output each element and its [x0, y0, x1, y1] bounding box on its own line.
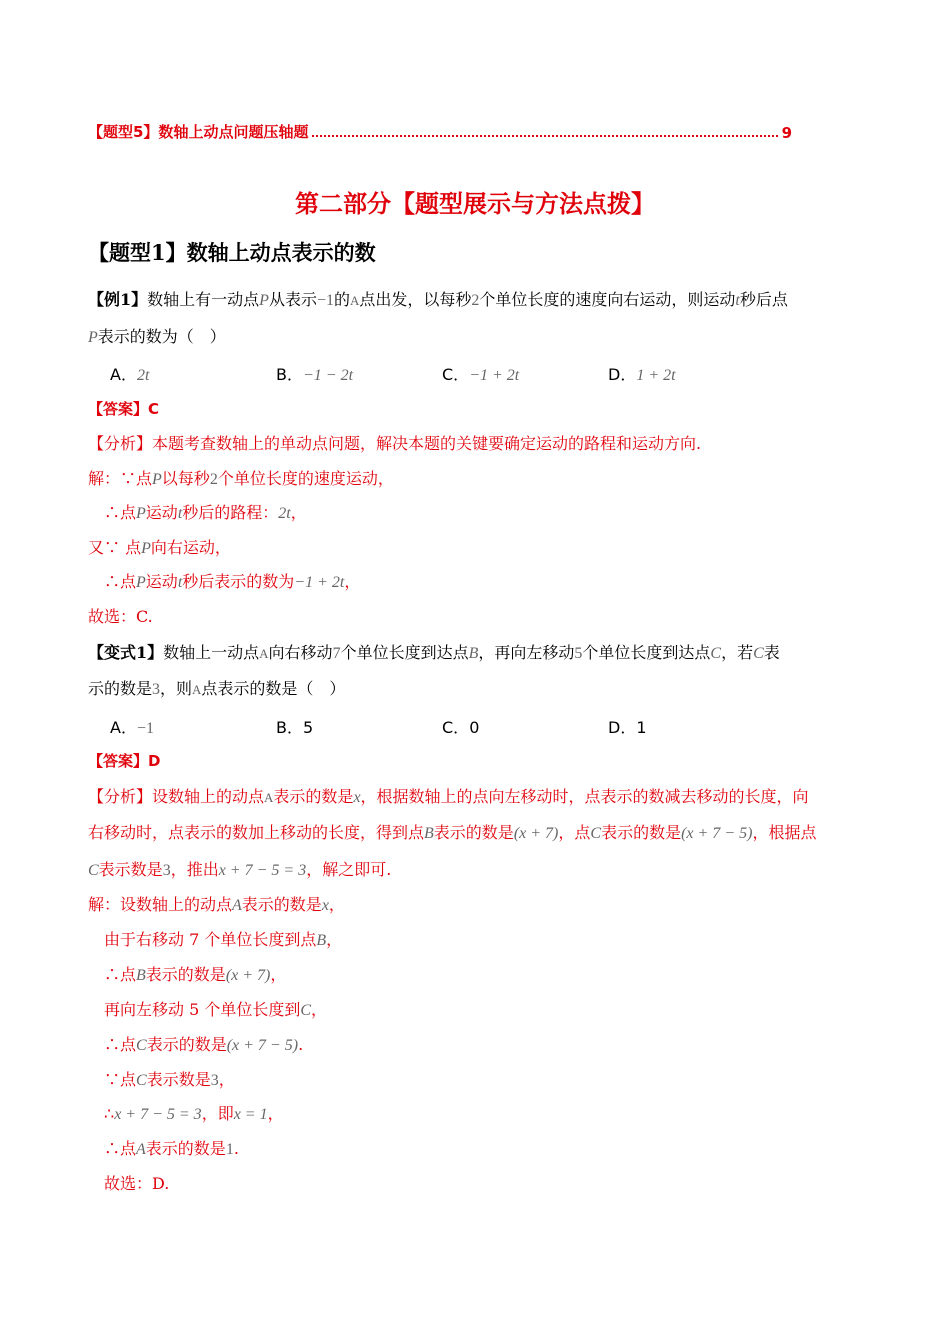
- variant-tag: 【变式1】: [88, 643, 164, 662]
- section-title: 【题型1】数轴上动点表示的数: [88, 240, 376, 265]
- variant1-analysis-line3: C表示数是3，推出x + 7 − 5 = 3，解之即可.: [88, 860, 392, 879]
- variant1-solution-line8: ∴点A表示的数是1.: [104, 1139, 239, 1158]
- option-a[interactable]: A．2t: [110, 365, 150, 384]
- example1-analysis: 【分析】本题考查数轴上的单动点问题，解决本题的关键要确定运动的路程和运动方向.: [88, 434, 702, 453]
- variant1-question-line1: 【变式1】数轴上一动点A向右移动7个单位长度到达点B，再向左移动5个单位长度到达点C，若C表: [88, 643, 780, 662]
- example1-options: [110, 362, 774, 385]
- variant1-analysis-line1: 【分析】设数轴上的动点A表示的数是x，根据数轴上的点向左移动时，点表示的数减去移动的长度，向: [88, 787, 809, 806]
- variant1-analysis-line2: 右移动时，点表示的数加上移动的长度，得到点B表示的数是(x + 7)，点C表示的数是(x + 7 − 5)，根据点: [88, 823, 817, 842]
- example1-question-line1: 【例1】数轴上有一动点P从表示−1的A点出发，以每秒2个单位长度的速度向右运动，则运动t秒后点: [88, 290, 788, 309]
- option-b[interactable]: B．5: [276, 718, 314, 737]
- option-c[interactable]: C．0: [442, 718, 480, 737]
- variant1-solution-line1: 解：设数轴上的动点A表示的数是x，: [88, 895, 345, 914]
- toc-leader-dots: [312, 135, 777, 137]
- option-c[interactable]: C．−1 + 2t: [442, 365, 520, 384]
- variant1-solution-line4: 再向左移动 5 个单位长度到C，: [104, 1000, 328, 1019]
- example1-solution-line3: 又∵ 点P向右运动，: [88, 538, 231, 557]
- example1-answer: 【答案】C: [88, 400, 160, 418]
- example1-solution-line2: ∴点P运动t秒后的路程：2t，: [104, 503, 307, 522]
- option-d[interactable]: D．1: [608, 718, 647, 737]
- example1-solution-line4: ∴点P运动t秒后表示的数为−1 + 2t，: [104, 572, 361, 591]
- option-d[interactable]: D．1 + 2t: [608, 365, 676, 384]
- variant1-conclusion: 故选：D.: [104, 1174, 170, 1193]
- variant1-solution-line5: ∴点C表示的数是(x + 7 − 5).: [104, 1035, 304, 1054]
- variant1-solution-line6: ∵点C表示数是3，: [104, 1070, 235, 1089]
- toc-page-number: 9: [781, 124, 792, 142]
- example1-question-line2: P表示的数为（ ）: [88, 327, 226, 346]
- variant1-solution-line2: 由于右移动 7 个单位长度到点B，: [104, 930, 343, 949]
- example-tag: 【例1】: [88, 290, 148, 309]
- toc-entry[interactable]: [88, 120, 792, 142]
- option-b[interactable]: B．−1 − 2t: [276, 365, 354, 384]
- part-title: 第二部分【题型展示与方法点拨】: [295, 189, 655, 218]
- variant1-solution-line3: ∴点B表示的数是(x + 7)，: [104, 965, 287, 984]
- variant1-solution-line7: ∴x + 7 − 5 = 3，即x = 1，: [104, 1104, 284, 1123]
- option-a[interactable]: A．−1: [110, 718, 154, 737]
- variant1-options: [110, 715, 774, 738]
- variant1-answer: 【答案】D: [88, 752, 161, 770]
- variant1-question-line2: 示的数是3，则A点表示的数是（ ）: [88, 679, 346, 698]
- example1-solution-line1: 解：∵点P以每秒2个单位长度的速度运动，: [88, 469, 394, 488]
- toc-entry-title: 【题型5】数轴上动点问题压轴题: [88, 123, 309, 141]
- example1-conclusion: 故选：C.: [88, 607, 153, 626]
- var-p: P: [259, 292, 269, 309]
